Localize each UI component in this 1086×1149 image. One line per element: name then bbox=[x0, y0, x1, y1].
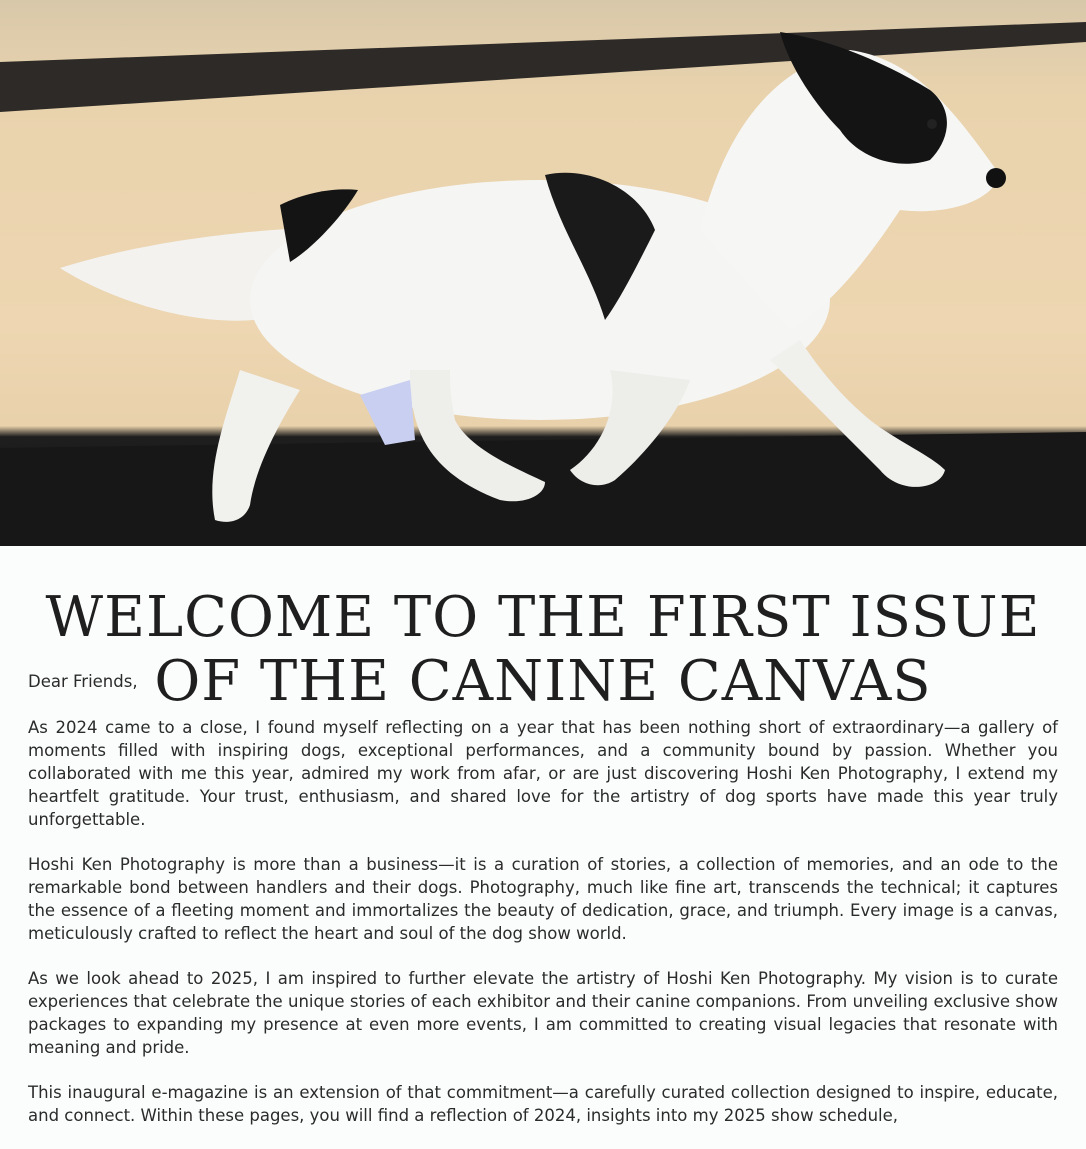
article-title: WELCOME TO THE FIRST ISSUE OF THE CANINE CANVAS bbox=[45, 584, 1041, 714]
letter-body bbox=[28, 670, 1058, 1149]
letter-paragraph: This inaugural e-magazine is an extension of that commitment—a carefully curated collection designed to inspire, educate, and connect. Within these pages, you will find a reflection of 2024, insights into my 2025 show schedule, bbox=[28, 1083, 1058, 1125]
letter-paragraph: As 2024 came to a close, I found myself reflecting on a year that has been nothing short of extraordinary—a gallery of moments filled with inspiring dogs, exceptional performances, and a community bound by passion. Whether you collaborated with me this year, admired my work from afar, or are just discovering Hoshi Ken Photography, I extend my heartfelt gratitude. Your trust, enthusiasm, and shared love for the artistry of dog sports have made this year truly unforgettable. bbox=[28, 718, 1058, 829]
letter-greeting: Dear Friends, bbox=[28, 672, 138, 691]
hero-photo bbox=[0, 0, 1086, 546]
letter-paragraph: As we look ahead to 2025, I am inspired to further elevate the artistry of Hoshi Ken Photography. My vision is to curate experiences that celebrate the unique stories of each exhibitor and their canine companions. From unveiling exclusive show packages to expanding my presence at even more events, I am committed to creating visual legacies that resonate with meaning and pride. bbox=[28, 969, 1058, 1057]
letter-paragraph: Hoshi Ken Photography is more than a business—it is a curation of stories, a collection of memories, and an ode to the remarkable bond between handlers and their dogs. Photography, much like fine art, transcends the technical; it captures the essence of a fleeting moment and immortalizes the beauty of dedication, grace, and triumph. Every image is a canvas, meticulously crafted to reflect the heart and soul of the dog show world. bbox=[28, 855, 1058, 943]
dog-running-illustration bbox=[0, 0, 1086, 546]
